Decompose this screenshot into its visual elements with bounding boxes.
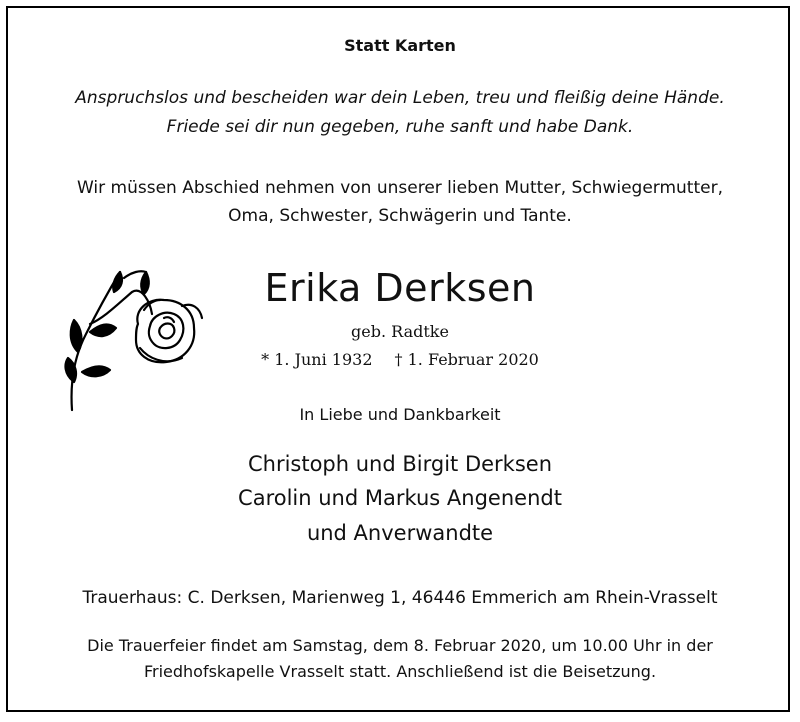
deceased-name: Erika Derksen (264, 266, 536, 310)
notice-heading: Statt Karten (344, 36, 456, 55)
service-line-1: Die Trauerfeier findet am Samstag, dem 8. Februar 2020, um 10.00 Uhr in der (87, 636, 713, 655)
verse-line-1: Anspruchslos und bescheiden war dein Leben, treu und fleißig deine Hände. (75, 88, 725, 108)
family-line-3: und Anverwandte (306, 521, 494, 545)
death-date: † 1. Februar 2020 (394, 350, 539, 369)
birth-date: * 1. Juni 1932 (261, 350, 373, 369)
family-line-2: Carolin und Markus Angenendt (238, 486, 562, 510)
intro-line-1: Wir müssen Abschied nehmen von unserer lieben Mutter, Schwiegermutter, (76, 178, 723, 198)
family-line-1: Christoph und Birgit Derksen (247, 452, 553, 476)
maiden-name: geb. Radtke (351, 322, 449, 341)
mourning-house-address: Trauerhaus: C. Derksen, Marienweg 1, 46446 Emmerich am Rhein-Vrasselt (82, 588, 718, 608)
service-line-2: Friedhofskapelle Vrasselt statt. Anschließend ist die Beisetzung. (143, 662, 657, 681)
intro-line-2: Oma, Schwester, Schwägerin und Tante. (228, 206, 572, 226)
verse-line-2: Friede sei dir nun gegeben, ruhe sanft und habe Dank. (166, 117, 634, 137)
life-dates (0, 350, 800, 369)
love-line: In Liebe und Dankbarkeit (299, 405, 501, 424)
